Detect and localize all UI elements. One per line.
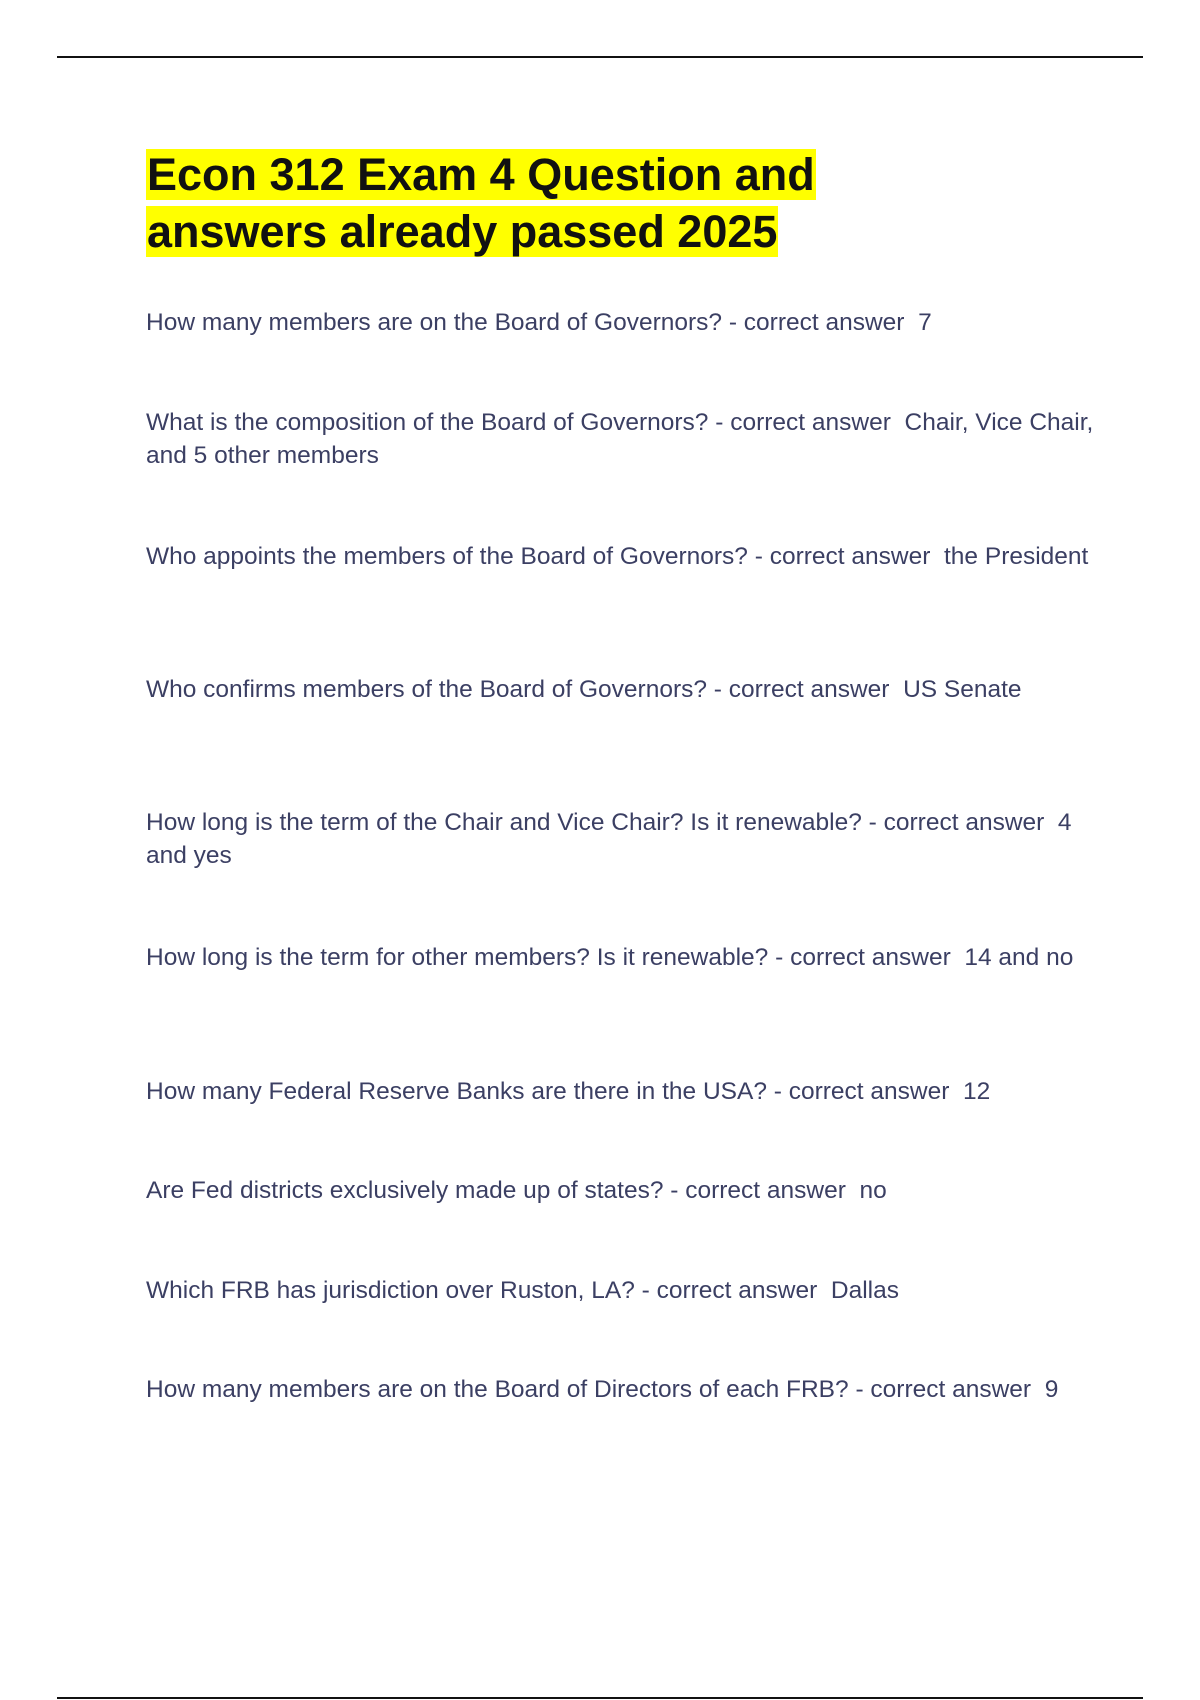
- title-line-1: Econ 312 Exam 4 Question and: [147, 149, 815, 200]
- qa-question: Which FRB has jurisdiction over Ruston, LA?: [146, 1277, 635, 1304]
- qa-question: How many members are on the Board of Governors?: [146, 309, 723, 336]
- qa-question: Who confirms members of the Board of Governors?: [146, 676, 707, 703]
- qa-question: Are Fed districts exclusively made up of states?: [146, 1177, 664, 1204]
- qa-answer: 9: [1044, 1376, 1059, 1403]
- qa-separator: - correct answer: [707, 676, 904, 703]
- qa-item: [146, 941, 1096, 974]
- qa-separator: - correct answer: [768, 944, 965, 971]
- qa-answer: 4 and yes: [146, 809, 1079, 869]
- qa-item: [146, 1174, 1096, 1207]
- qa-question: How long is the term of the Chair and Vice Chair? Is it renewable?: [146, 809, 862, 836]
- qa-question: How many members are on the Board of Directors of each FRB?: [146, 1376, 849, 1403]
- qa-question: How many Federal Reserve Banks are there in the USA?: [146, 1078, 767, 1105]
- qa-question: How long is the term for other members? Is it renewable?: [146, 944, 769, 971]
- qa-answer: Dallas: [830, 1277, 899, 1304]
- qa-item: [146, 806, 1096, 872]
- document-title: [146, 146, 1086, 260]
- qa-answer: no: [859, 1177, 887, 1204]
- qa-answer: 14 and no: [964, 944, 1074, 971]
- qa-item: [146, 673, 1096, 706]
- qa-separator: - correct answer: [766, 1078, 964, 1105]
- qa-separator: - correct answer: [747, 543, 944, 570]
- qa-item: [146, 1075, 1096, 1108]
- qa-question: What is the composition of the Board of Governors?: [146, 409, 709, 436]
- qa-question: Who appoints the members of the Board of Governors?: [146, 543, 748, 570]
- qa-separator: - correct answer: [848, 1376, 1045, 1403]
- qa-separator: - correct answer: [634, 1277, 831, 1304]
- qa-item: [146, 306, 1096, 339]
- qa-answer: the President: [944, 543, 1089, 570]
- qa-separator: - correct answer: [708, 409, 905, 436]
- qa-answer: 12: [963, 1078, 991, 1105]
- qa-separator: - correct answer: [663, 1177, 860, 1204]
- qa-separator: - correct answer: [722, 309, 919, 336]
- qa-item: [146, 1274, 1096, 1307]
- top-rule: [57, 56, 1143, 58]
- qa-answer: Chair, Vice Chair, and 5 other members: [146, 409, 1101, 469]
- qa-item: [146, 1373, 1096, 1406]
- bottom-rule: [57, 1697, 1143, 1699]
- qa-separator: - correct answer: [861, 809, 1058, 836]
- title-line-2: answers already passed 2025: [147, 206, 778, 257]
- qa-item: [146, 406, 1101, 472]
- page-title: [146, 146, 1086, 260]
- qa-answer: 7: [918, 309, 932, 336]
- qa-answer: US Senate: [903, 676, 1022, 703]
- qa-item: [146, 540, 1096, 573]
